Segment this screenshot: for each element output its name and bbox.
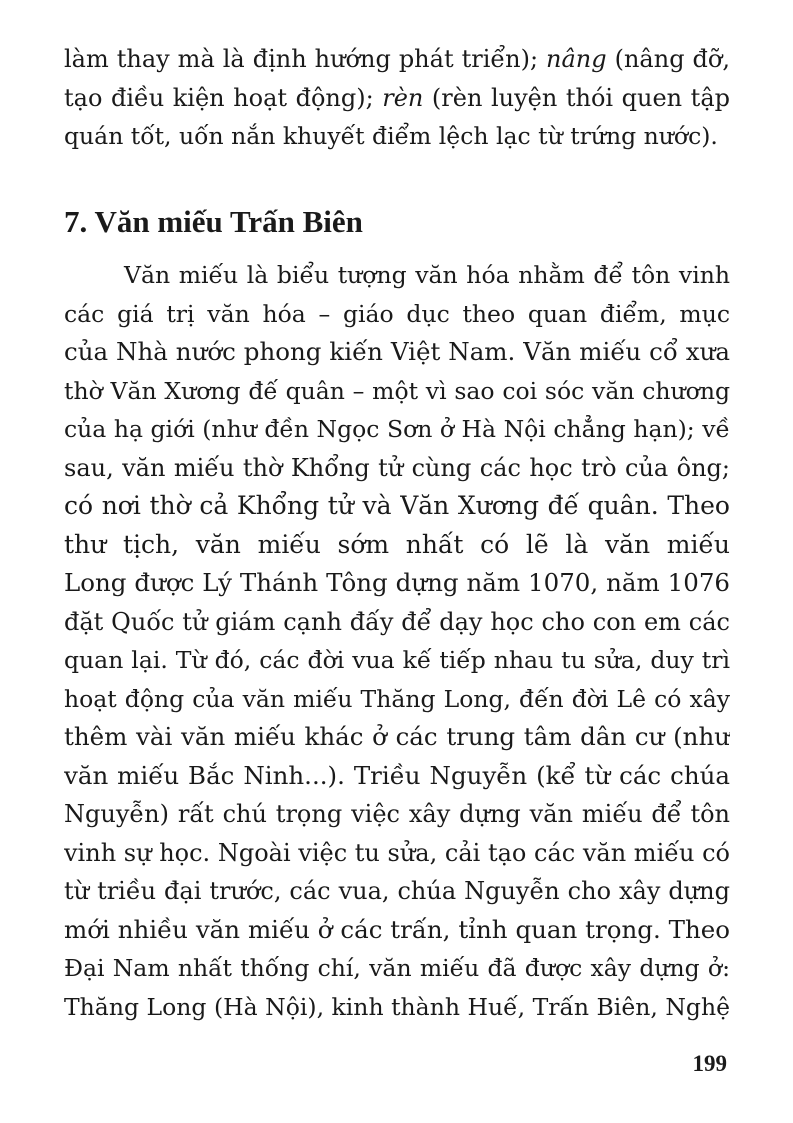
paragraph-line: thờ Văn Xương đế quân – một vì sao coi sóc văn chương xyxy=(64,376,730,405)
intro-line-2-tail: (rèn luyện thói quen tập xyxy=(423,83,730,112)
paragraph-line: Nguyễn) rất chú trọng việc xây dựng văn miếu để tôn xyxy=(64,800,730,828)
paragraph-line: Long được Lý Thánh Tông dựng năm 1070, năm 1076 xyxy=(64,568,730,597)
intro-line-2 xyxy=(64,79,730,118)
paragraph-line: có nơi thờ cả Khổng tử và Văn Xương đế quân. Theo xyxy=(64,491,730,520)
paragraph-line: thêm vài văn miếu khác ở các trung tâm dân cư (như xyxy=(64,722,730,751)
paragraph-line: hoạt động của văn miếu Thăng Long, đến đời Lê có xây xyxy=(64,684,730,713)
page-number: 199 xyxy=(692,1051,727,1076)
italic-term-nang: nâng xyxy=(546,45,607,73)
intro-line-2-text: tạo điều kiện hoạt động); xyxy=(64,83,383,112)
intro-line-1-text: làm thay mà là định hướng phát triển); xyxy=(64,45,547,73)
paragraph-line: từ triều đại trước, các vua, chúa Nguyễn cho xây dựng xyxy=(64,877,730,905)
paragraph-line: quan lại. Từ đó, các đời vua kế tiếp nhau tu sửa, duy trì xyxy=(64,646,730,674)
intro-line-1 xyxy=(64,40,730,79)
paragraph-line: Thăng Long (Hà Nội), kinh thành Huế, Trấn Biên, Nghệ xyxy=(64,992,730,1021)
paragraph-line: của hạ giới (như đền Ngọc Sơn ở Hà Nội chẳng hạn); về xyxy=(64,415,730,443)
paragraph-line: của Nhà nước phong kiến Việt Nam. Văn miếu cổ xưa xyxy=(64,337,730,366)
paragraph-line: các giá trị văn hóa – giáo dục theo quan điểm, mục xyxy=(64,299,730,328)
paragraph-line: vinh sự học. Ngoài việc tu sửa, cải tạo các văn miếu có xyxy=(64,838,730,867)
paragraph-line: đặt Quốc tử giám cạnh đấy để dạy học cho con em các xyxy=(64,607,730,636)
paragraph-line: thư tịch, văn miếu sớm nhất có lẽ là văn miếu xyxy=(64,529,730,559)
section-paragraph xyxy=(64,256,730,1026)
intro-line-3 xyxy=(64,117,730,156)
paragraph-line: Đại Nam nhất thống chí, văn miếu đã được xây dựng ở: xyxy=(64,954,730,982)
paragraph-line: Văn miếu là biểu tượng văn hóa nhằm để tôn vinh xyxy=(124,261,730,289)
italic-term-ren: rèn xyxy=(382,83,424,112)
paragraph-line: văn miếu Bắc Ninh...). Triều Nguyễn (kể từ các chúa xyxy=(64,760,730,790)
paragraph-line: mới nhiều văn miếu ở các trấn, tỉnh quan trọng. Theo xyxy=(64,914,730,944)
intro-line-1-tail: (nâng đỡ, xyxy=(606,45,730,73)
section-heading: 7. Văn miếu Trấn Biên xyxy=(64,204,363,239)
intro-line-3-text: quán tốt, uốn nắn khuyết điểm lệch lạc từ trứng nước). xyxy=(64,122,718,150)
intro-paragraph xyxy=(64,40,730,156)
paragraph-line: sau, văn miếu thờ Khổng tử cùng các học trò của ông; xyxy=(64,453,730,482)
